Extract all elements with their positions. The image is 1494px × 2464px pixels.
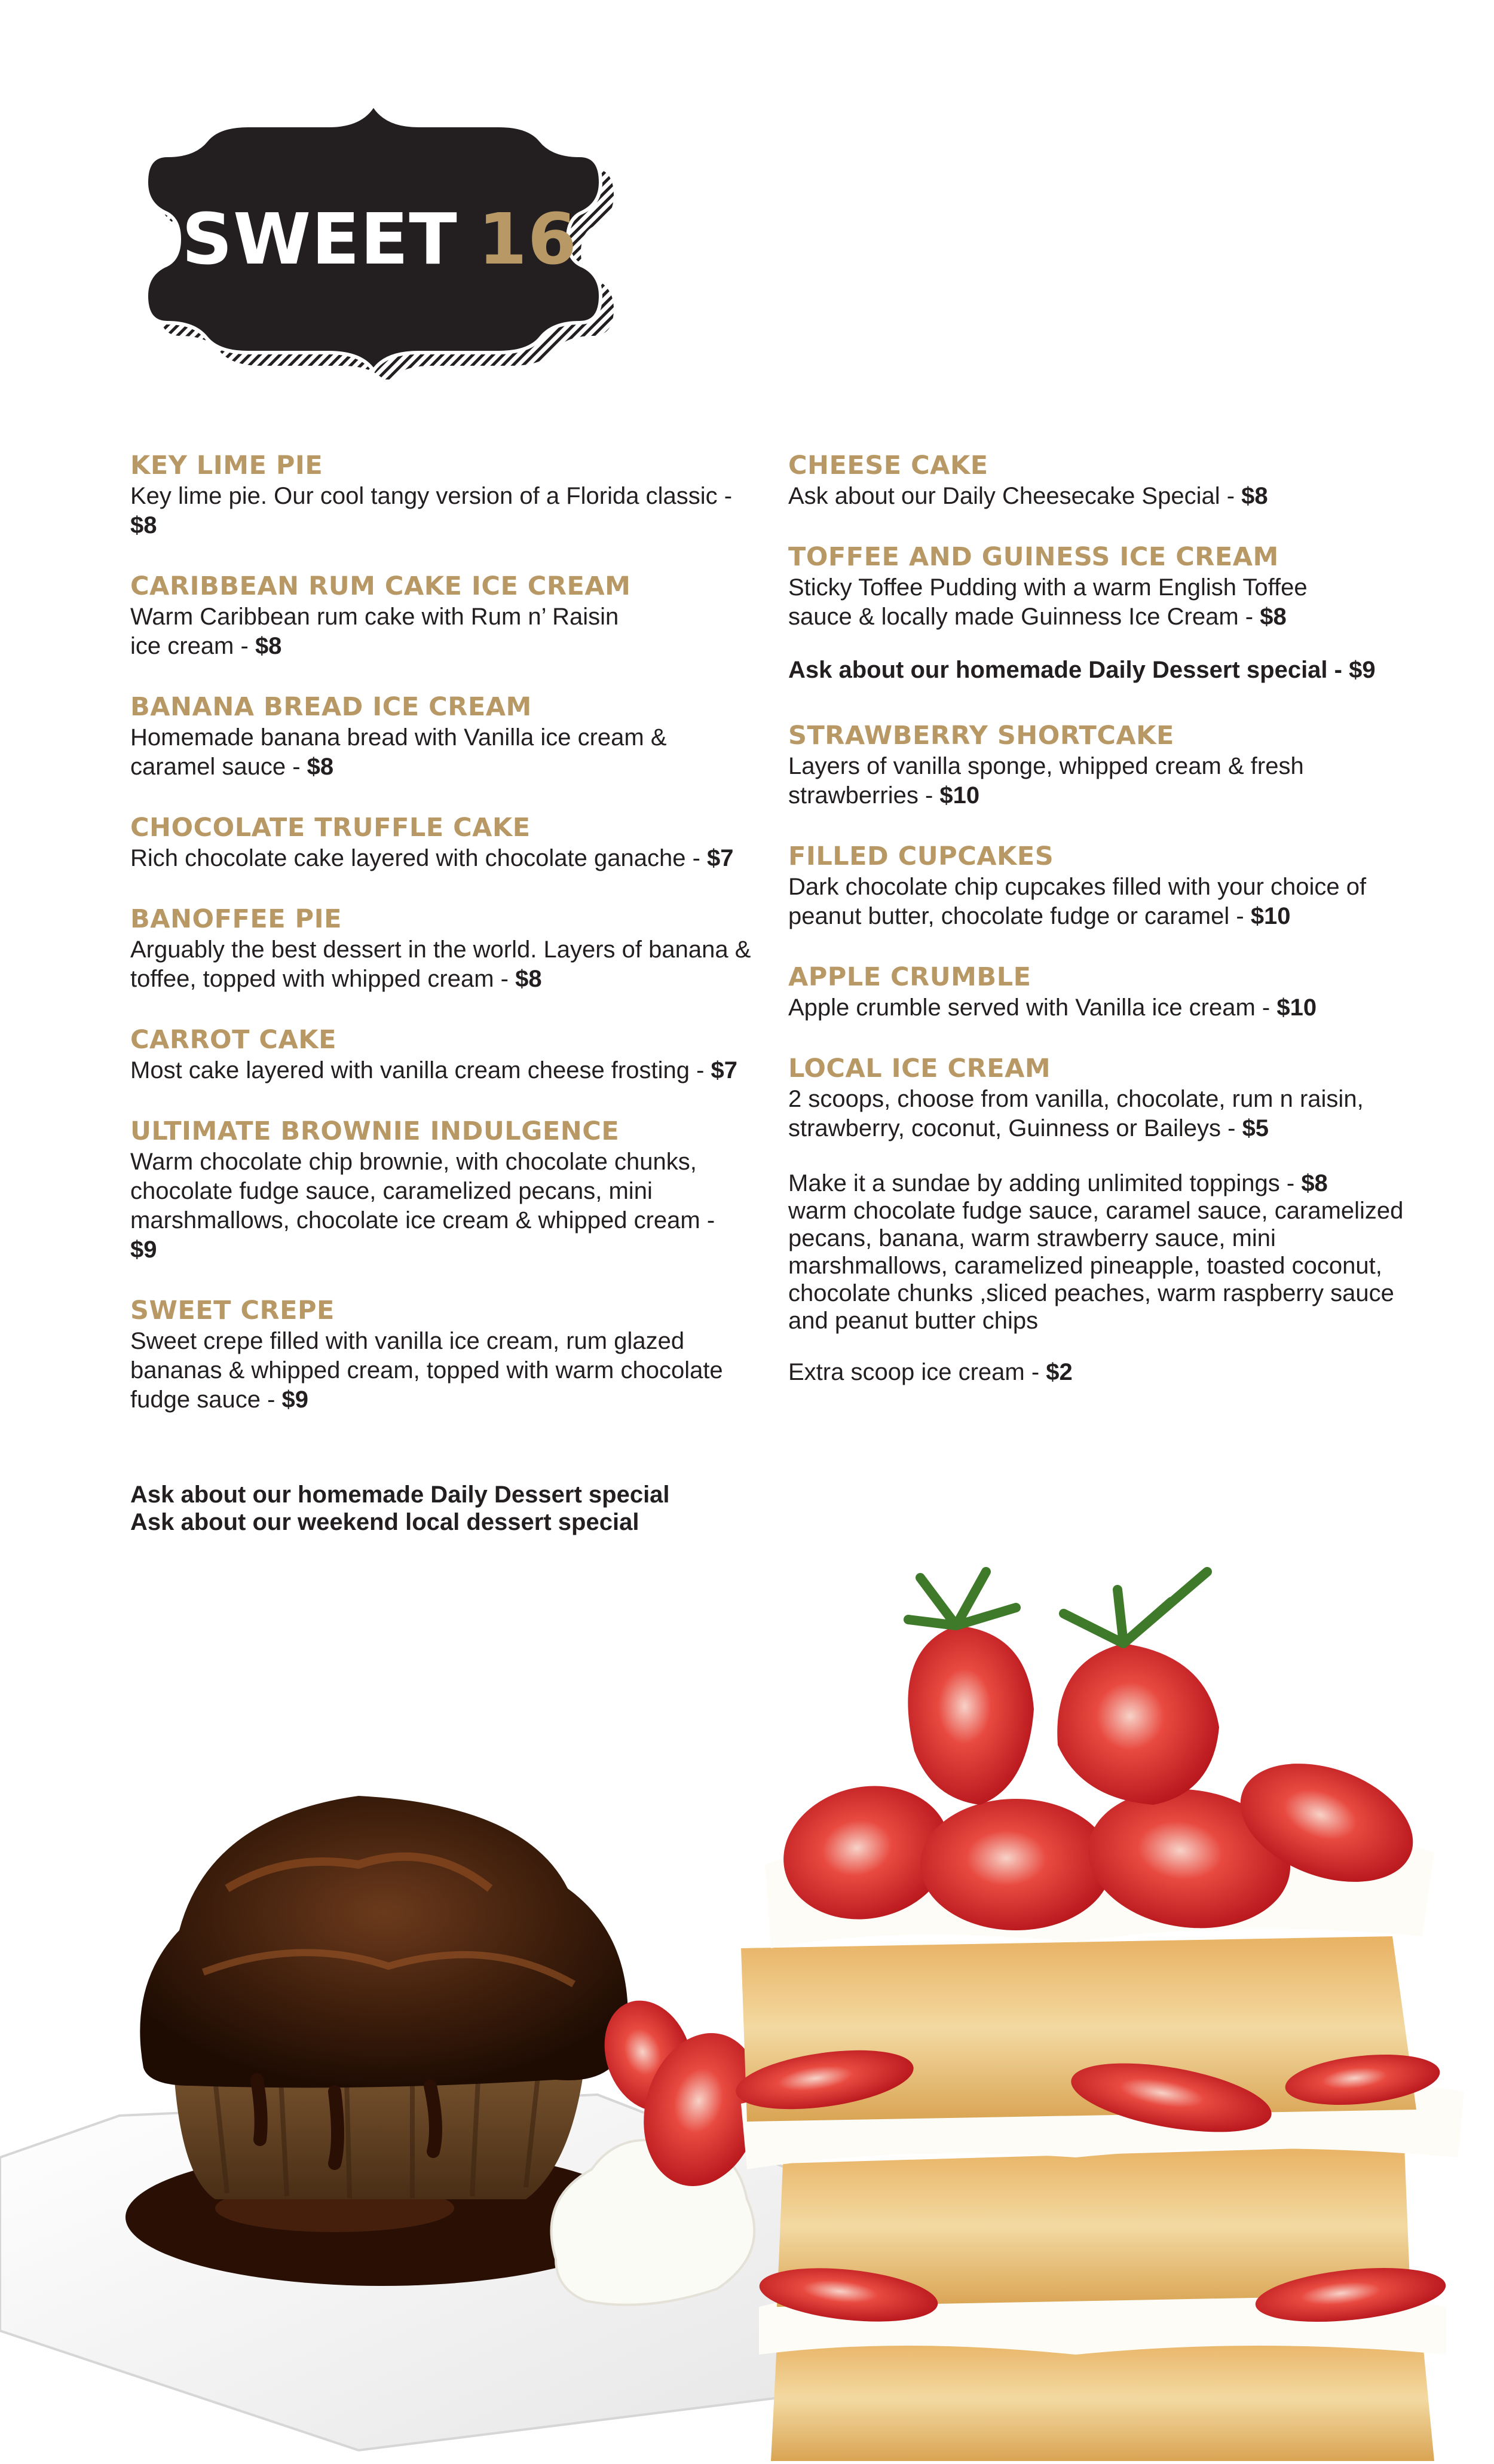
item-price: $8 [255,633,282,659]
item-price: $8 [515,966,542,992]
item-description [130,602,644,661]
item-price: $7 [707,845,734,871]
item-desc-text: Warm chocolate chip brownie, with chocolate chunks, chocolate fudge sauce, caramelized pecans, mini marshmallows, chocolate ice cream & whipped cream - [130,1149,715,1233]
item-description [788,1085,1410,1143]
daily-dessert-special-note: Ask about our homemade Daily Dessert special - $9 [788,657,1376,683]
item-name: ULTIMATE BROWNIE INDULGENCE [130,1116,620,1146]
left-specials-notes [130,1481,788,1536]
menu-item-caribbean-rum-cake [130,570,764,661]
menu-item-ultimate-brownie [130,1115,764,1265]
item-name: SWEET CREPE [130,1296,335,1326]
menu-item-strawberry-shortcake [788,720,1434,810]
item-price: $8 [1241,483,1268,509]
item-desc-text: Homemade banana bread with Vanilla ice cream & caramel sauce - [130,724,667,780]
item-desc-text: Ask about our Daily Cheesecake Special - [788,483,1242,509]
sundae-price: $8 [1301,1170,1328,1196]
item-description [788,873,1398,931]
item-price: $8 [130,512,157,538]
item-price: $10 [1276,994,1317,1021]
item-desc-text: Sweet crepe filled with vanilla ice cream, rum glazed bananas & whipped cream, topped with warm chocolate fudge sauce - [130,1328,723,1413]
menu-item-filled-cupcakes [788,840,1434,931]
item-name: CARROT CAKE [130,1025,336,1055]
menu-item-local-ice-cream [788,1052,1434,1143]
extra-scoop [788,1358,1434,1386]
item-description [130,1327,752,1415]
item-name: CHOCOLATE TRUFFLE CAKE [130,813,531,843]
item-desc-text: 2 scoops, choose from vanilla, chocolate, rum n raisin, strawberry, coconut, Guinness or Baileys - [788,1086,1364,1141]
item-price: $10 [1250,903,1291,929]
item-description [130,844,764,873]
item-description [788,752,1326,810]
item-desc-text: Apple crumble served with Vanilla ice cream - [788,994,1277,1021]
item-desc-text: Key lime pie. Our cool tangy version of a Florida classic - [130,483,733,509]
left-menu-column [130,449,764,1444]
item-description [788,482,1434,511]
item-name: STRAWBERRY SHORTCAKE [788,721,1174,751]
menu-item-chocolate-truffle-cake [130,812,764,873]
item-name: TOFFEE AND GUINESS ICE CREAM [788,542,1279,572]
item-price: $7 [711,1057,738,1083]
item-name: BANANA BREAD ICE CREAM [130,692,532,722]
title-badge [123,99,636,379]
sundae-toppings [788,1170,1410,1334]
menu-item-sweet-crepe [130,1294,764,1415]
extra-scoop-text: Extra scoop ice cream - [788,1359,1046,1385]
dessert-photo [0,1554,1494,2461]
menu-item-carrot-cake [130,1024,764,1085]
item-price: $9 [130,1236,157,1263]
item-description [788,993,1434,1023]
menu-item-cheese-cake [788,449,1434,511]
daily-dessert-note: Ask about our homemade Daily Dessert special [130,1482,670,1508]
item-name: KEY LIME PIE [130,451,323,480]
menu-title-number: 16 [477,198,578,280]
item-name: APPLE CRUMBLE [788,962,1031,992]
item-price: $8 [307,754,334,780]
extra-scoop-price: $2 [1046,1359,1073,1385]
item-name: LOCAL ICE CREAM [788,1054,1051,1083]
item-description [130,935,764,994]
weekend-dessert-note: Ask about our weekend local dessert special [130,1509,639,1535]
item-description [130,1056,764,1085]
item-desc-text: Layers of vanilla sponge, whipped cream & fresh strawberries - [788,753,1304,809]
item-desc-text: Warm Caribbean rum cake with Rum n’ Raisin ice cream - [130,604,619,659]
menu-title-word: SWEET [181,198,458,280]
item-description [130,723,728,782]
sundae-toppings-list: warm chocolate fudge sauce, caramel sauce, caramelized pecans, banana, warm strawberry sauce, mini marshmallows, caramelized pineapple, toasted coconut, chocolate chunks ,sliced peaches, warm raspberry sauce and peanut butter chips [788,1198,1404,1334]
item-price: $9 [281,1386,308,1413]
item-desc-text: Rich chocolate cake layered with chocolate ganache - [130,845,707,871]
right-menu-column [788,449,1434,1410]
item-description [130,482,764,540]
item-price: $10 [939,782,980,809]
item-name: CHEESE CAKE [788,451,988,480]
item-price: $5 [1242,1115,1269,1141]
item-name: CARIBBEAN RUM CAKE ICE CREAM [130,571,631,601]
menu-item-key-lime-pie [130,449,764,540]
sundae-lead: Make it a sundae by adding unlimited toppings - [788,1170,1302,1196]
item-desc-text: Most cake layered with vanilla cream cheese frosting - [130,1057,711,1083]
menu-item-toffee-guiness [788,541,1434,632]
item-name: FILLED CUPCAKES [788,841,1054,871]
menu-title [123,99,636,379]
item-desc-text: Sticky Toffee Pudding with a warm English Toffee sauce & locally made Guinness Ice Cream - [788,574,1308,630]
menu-item-banoffee-pie [130,903,764,994]
item-desc-text: Dark chocolate chip cupcakes filled with your choice of peanut butter, chocolate fudge or caramel - [788,874,1367,929]
item-desc-text: Arguably the best dessert in the world. Layers of banana & toffee, topped with whipped cream - [130,936,751,992]
item-description [130,1147,728,1265]
item-price: $8 [1260,604,1287,630]
menu-item-apple-crumble [788,961,1434,1023]
item-name: BANOFFEE PIE [130,904,342,934]
dessert-illustration [0,1554,1494,2461]
menu-item-banana-bread [130,691,764,782]
item-description [788,573,1362,632]
